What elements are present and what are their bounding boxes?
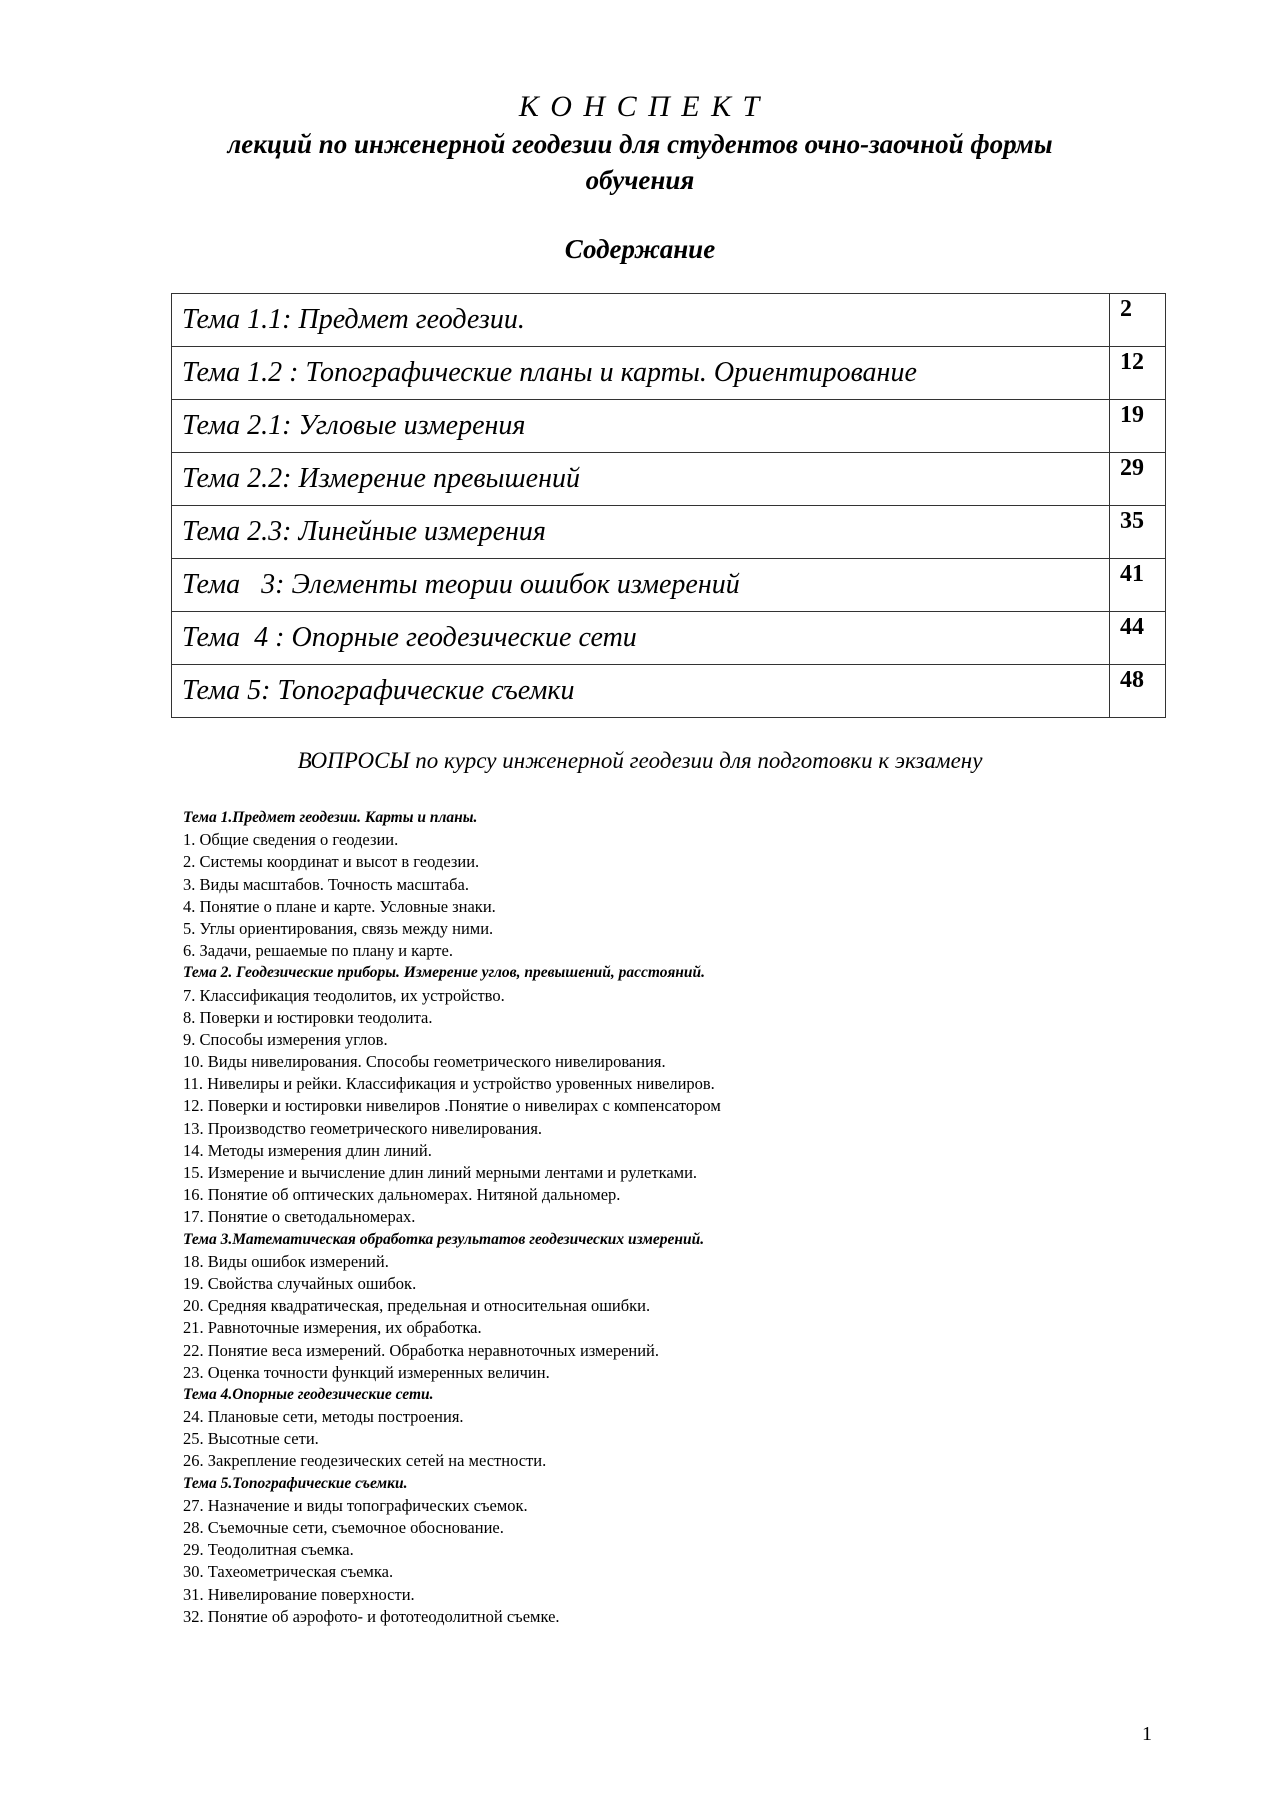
question-item: 21. Равноточные измерения, их обработка. [183,1318,482,1338]
question-item: 12. Поверки и юстировки нивелиров .Понятие о нивелирах с компенсатором [183,1096,721,1116]
question-item: 30. Тахеометрическая съемка. [183,1562,394,1582]
toc-row [172,506,1166,559]
toc-row [172,612,1166,665]
toc-page-number: 29 [1110,453,1166,506]
question-item: 23. Оценка точности функций измеренных величин. [183,1362,550,1382]
toc-topic: Тема 3: Элементы теории ошибок измерений [172,559,1110,612]
question-item: 29. Теодолитная съемка. [183,1540,354,1560]
question-item: 9. Способы измерения углов. [183,1029,388,1049]
contents-heading: Содержание [564,234,716,264]
question-item: 14. Методы измерения длин линий. [183,1140,432,1160]
toc-row [172,400,1166,453]
question-item: 10. Виды нивелирования. Способы геометрического нивелирования. [183,1052,666,1072]
question-item: 25. Высотные сети. [183,1429,319,1449]
question-section-heading: Тема 1.Предмет геодезии. Карты и планы. [183,809,478,826]
toc-page-number: 2 [1110,294,1166,347]
toc-topic: Тема 1.2 : Топографические планы и карты. Ориентирование [172,347,1110,400]
toc-row [172,294,1166,347]
question-item: 27. Назначение и виды топографических съемок. [183,1495,528,1515]
question-item: 1. Общие сведения о геодезии. [183,830,399,850]
toc-row [172,559,1166,612]
question-item: 5. Углы ориентирования, связь между ними. [183,918,494,938]
toc-topic: Тема 1.1: Предмет геодезии. [172,294,1110,347]
question-item: 4. Понятие о плане и карте. Условные знаки. [183,896,496,916]
toc-page-number: 44 [1110,612,1166,665]
question-item: 19. Свойства случайных ошибок. [183,1273,417,1293]
toc-row [172,453,1166,506]
toc-row [172,665,1166,718]
question-item: 7. Классификация теодолитов, их устройство. [183,985,505,1005]
toc-topic: Тема 2.1: Угловые измерения [172,400,1110,453]
question-item: 24. Плановые сети, методы построения. [183,1407,464,1427]
question-item: 18. Виды ошибок измерений. [183,1251,389,1271]
question-item: 32. Понятие об аэрофото- и фототеодолитной съемке. [183,1606,560,1626]
question-section-heading: Тема 3.Математическая обработка результатов геодезических измерений. [183,1230,705,1248]
toc-topic: Тема 5: Топографические съемки [172,665,1110,718]
document-heading [0,88,1280,198]
page-number: 1 [1142,1723,1152,1745]
question-section-heading: Тема 4.Опорные геодезические сети. [183,1385,434,1403]
question-item: 22. Понятие веса измерений. Обработка неравноточных измерений. [183,1340,660,1360]
question-section-heading: Тема 5.Топографические съемки. [183,1474,408,1492]
toc-row [172,347,1166,400]
table-of-contents [171,293,1166,718]
document-title: К О Н С П Е К Т [518,90,762,123]
question-item: 13. Производство геометрического нивелирования. [183,1118,543,1138]
toc-page-number: 12 [1110,347,1166,400]
question-item: 3. Виды масштабов. Точность масштаба. [183,874,469,894]
document-subtitle-line-1: лекций по инженерной геодезии для студентов очно-заочной формы [227,129,1053,159]
question-item: 8. Поверки и юстировки теодолита. [183,1007,433,1027]
question-item: 16. Понятие об оптических дальномерах. Нитяной дальномер. [183,1185,621,1205]
toc-page-number: 48 [1110,665,1166,718]
question-item: 20. Средняя квадратическая, предельная и относительная ошибки. [183,1296,651,1316]
question-item: 2. Системы координат и высот в геодезии. [183,852,480,872]
question-item: 28. Съемочные сети, съемочное обоснование. [183,1518,504,1537]
question-section-heading: Тема 2. Геодезические приборы. Измерение углов, превышений, расстояний. [183,964,706,982]
question-list [183,807,1083,1628]
toc-topic: Тема 2.3: Линейные измерения [172,506,1110,559]
question-item: 26. Закрепление геодезических сетей на местности. [183,1451,547,1471]
question-item: 11. Нивелиры и рейки. Классификация и устройство уровенных нивелиров. [183,1074,715,1094]
toc-page-number: 35 [1110,506,1166,559]
toc-topic: Тема 4 : Опорные геодезические сети [172,612,1110,665]
document-subtitle-line-2: обучения [585,165,695,195]
question-item: 17. Понятие о светодальномерах. [183,1207,416,1227]
toc-topic: Тема 2.2: Измерение превышений [172,453,1110,506]
toc-page-number: 19 [1110,400,1166,453]
questions-heading: ВОПРОСЫ по курсу инженерной геодезии для подготовки к экзамену [297,748,983,773]
question-item: 15. Измерение и вычисление длин линий мерными лентами и рулетками. [183,1163,698,1182]
question-item: 6. Задачи, решаемые по плану и карте. [183,941,453,961]
toc-page-number: 41 [1110,559,1166,612]
question-item: 31. Нивелирование поверхности. [183,1584,415,1604]
